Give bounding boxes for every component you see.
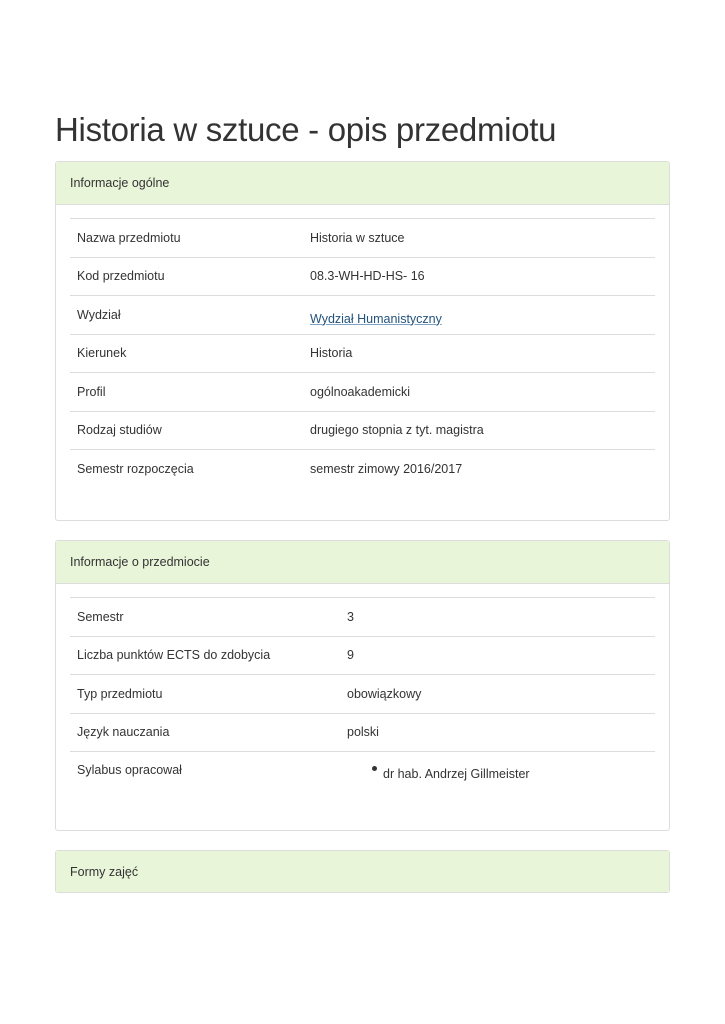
table-row [70,636,655,675]
table-row [70,219,655,258]
row-value: Historia [310,346,353,361]
table-row [70,296,655,335]
subject-info-table [70,597,655,794]
general-info-heading: Informacje ogólne [56,162,669,205]
row-value: polski [347,725,379,740]
row-label: Nazwa przedmiotu [77,230,181,245]
row-label: Kierunek [77,346,127,361]
row-value [310,296,655,335]
row-label: Wydział [77,307,121,322]
table-row [70,675,655,714]
table-row [70,752,655,794]
row-label: Liczba punktów ECTS do zdobycia [77,648,271,663]
table-row [70,598,655,637]
table-row [70,450,655,489]
general-info-panel [55,161,670,521]
row-value: obowiązkowy [347,686,422,701]
table-row [70,334,655,373]
row-value: 9 [347,648,354,663]
row-label: Rodzaj studiów [77,423,162,438]
list-item: dr hab. Andrzej Gillmeister [371,767,655,781]
faculty-link[interactable]: Wydział Humanistyczny [310,311,442,326]
row-label: Kod przedmiotu [77,269,165,284]
row-value: Historia w sztuce [310,230,405,245]
row-value: 08.3-WH-HD-HS- 16 [310,269,425,284]
forms-heading: Formy zajęć [56,851,669,892]
table-row [70,257,655,296]
general-info-table [70,218,655,488]
row-value: ogólnoakademicki [310,384,411,399]
row-label: Sylabus opracował [77,763,182,777]
row-value [347,752,655,794]
row-value: semestr zimowy 2016/2017 [310,462,463,476]
row-label: Semestr [77,609,124,624]
row-label: Język nauczania [77,725,170,740]
row-value: drugiego stopnia z tyt. magistra [310,423,484,438]
row-label: Profil [77,384,106,399]
row-label: Typ przedmiotu [77,686,163,701]
table-row [70,373,655,412]
row-label: Semestr rozpoczęcia [77,462,194,476]
author-list [371,767,655,781]
forms-panel [55,850,670,893]
table-row [70,713,655,752]
page-title: Historia w sztuce - opis przedmiotu [55,111,557,148]
row-value: 3 [347,609,354,624]
subject-info-heading: Informacje o przedmiocie [56,541,669,584]
table-row [70,411,655,450]
subject-info-panel [55,540,670,831]
